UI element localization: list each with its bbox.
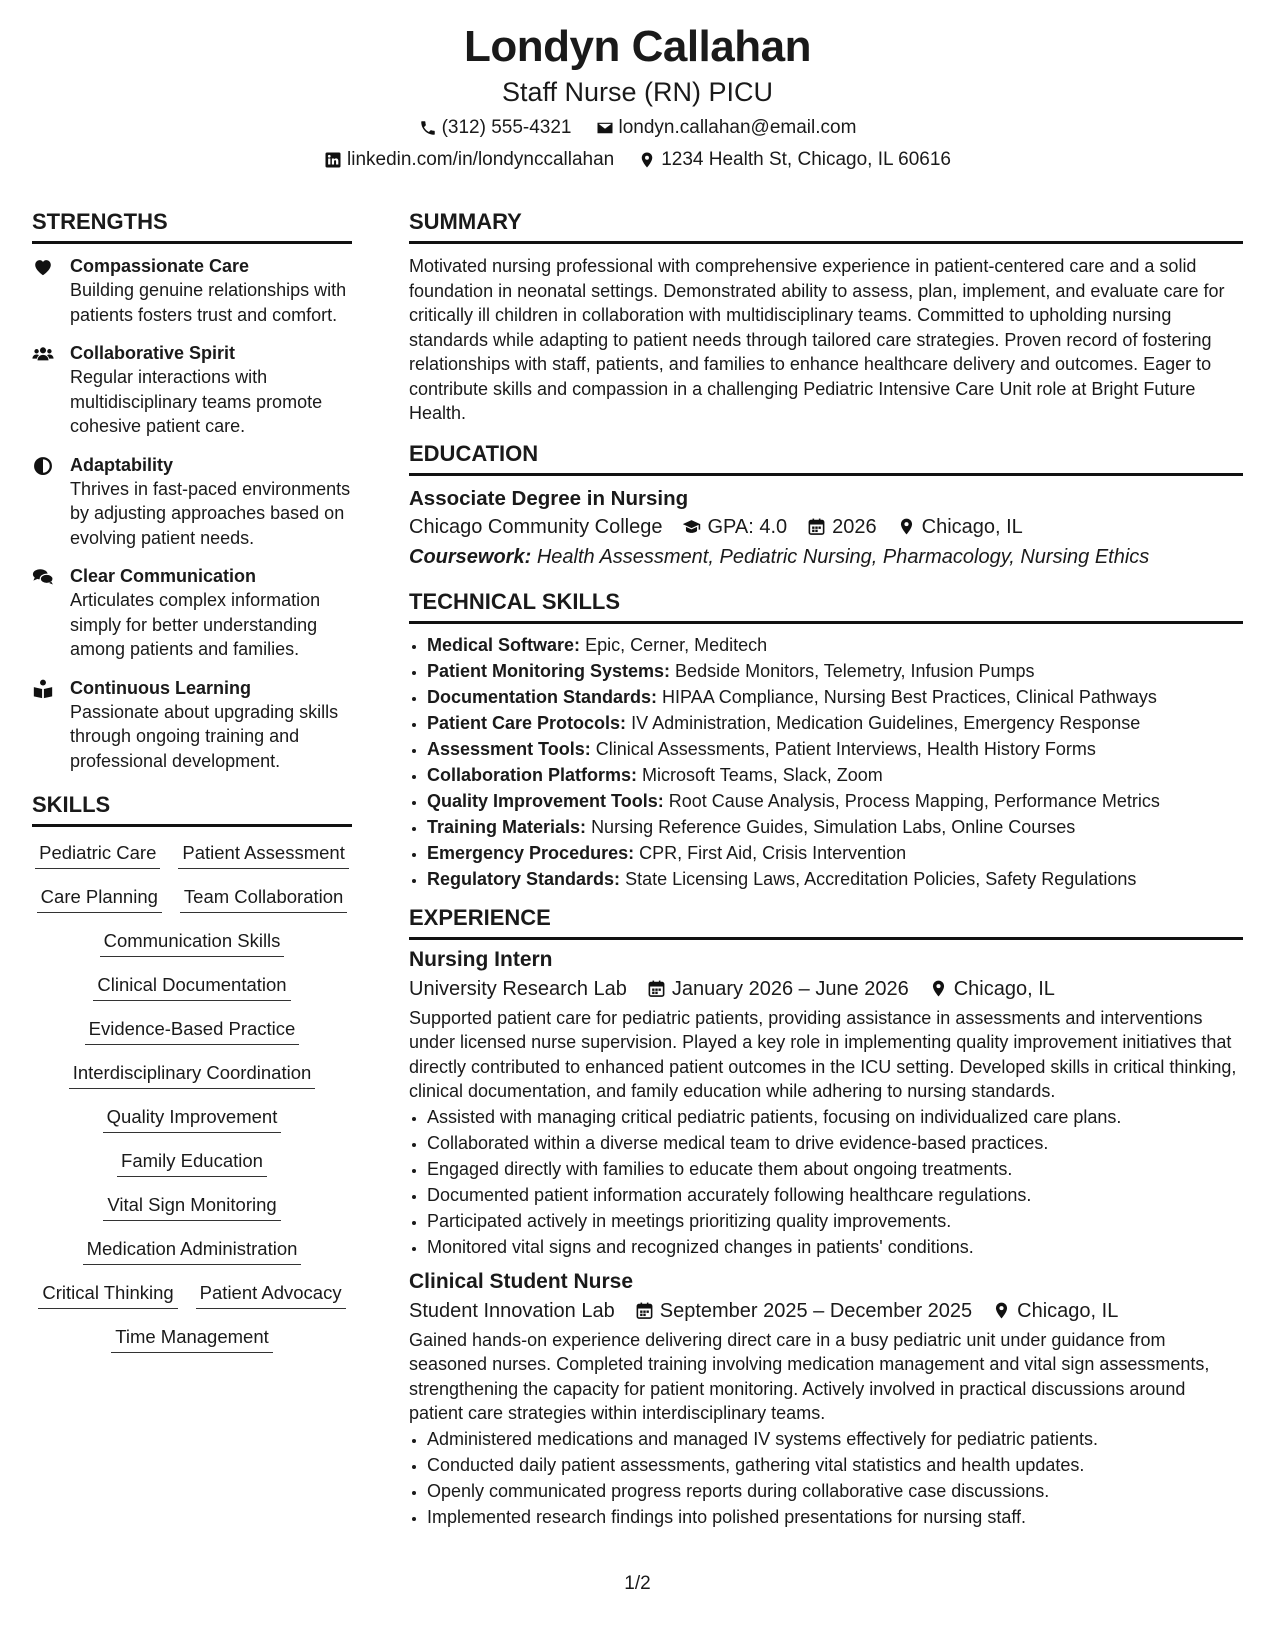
strength-description: Articulates complex information simply for better understanding among patients and families. (70, 590, 321, 659)
tech-skill-label: Regulatory Standards: (427, 868, 621, 889)
calendar-icon (635, 1301, 654, 1320)
list-item: • Documented patient information accurately following healthcare regulations. (427, 1182, 1243, 1208)
skill-tag: Pediatric Care (35, 841, 160, 869)
position-location: Chicago, IL (953, 977, 1055, 1000)
right-column (409, 208, 1243, 1530)
list-item (427, 632, 1243, 658)
comments-icon (32, 566, 54, 588)
strength-title: Clear Communication (70, 566, 257, 586)
strength-item (32, 676, 352, 774)
strength-description: Passionate about upgrading skills through ongoing training and professional development. (70, 701, 339, 771)
list-item: • Implemented research findings into polished presentations for nursing staff. (427, 1504, 1243, 1530)
book-reader-icon (32, 678, 54, 700)
tech-skill-label: Collaboration Platforms: (427, 764, 638, 785)
strength-description: Building genuine relationships with patients fosters trust and comfort. (70, 280, 347, 325)
coursework-line (409, 542, 1243, 572)
coursework-label: Coursework: (409, 545, 532, 568)
page-indicator: 1/2 (624, 1573, 651, 1594)
job-title: Staff Nurse (RN) PICU (501, 77, 774, 107)
list-item (427, 866, 1243, 892)
experience-heading: EXPERIENCE (409, 904, 1243, 940)
strength-title: Continuous Learning (70, 677, 251, 698)
list-item: • Administered medications and managed IV systems effectively for pediatric patients. (427, 1426, 1243, 1452)
position-description: Gained hands-on experience delivering direct care in a busy pediatric unit under guidance from seasoned nurses. Completed training involving medication management and vital sign assessments, strengthening the capacity for patient monitoring. Actively involved in practical discussions around patient care strategies within interdisciplinary teams. (409, 1329, 1210, 1423)
tech-skill-label: Quality Improvement Tools: (427, 790, 664, 811)
position-location: Chicago, IL (1017, 1299, 1119, 1322)
email-address[interactable]: londyn.callahan@email.com (618, 117, 857, 138)
organization-item (409, 974, 627, 1004)
skills-heading: SKILLS (32, 791, 352, 827)
position-title: Nursing Intern (409, 947, 553, 971)
experience-entry (409, 1268, 1243, 1530)
technical-skills-heading: TECHNICAL SKILLS (409, 588, 1243, 624)
list-item (427, 840, 1243, 866)
list-item: • Monitored vital signs and recognized changes in patients' conditions. (427, 1234, 1243, 1260)
skill-tag: Team Collaboration (180, 885, 347, 913)
tech-skill-value: Root Cause Analysis, Process Mapping, Performance Metrics (668, 790, 1160, 811)
position-description: Supported patient care for pediatric patients, providing assistance in assessments and interventions under licensed nurse supervision. Played a key role in implementing quality improvement initiatives that directly contributed to enhanced patient outcomes in the ICU setting. Developed skills in critical thinking, clinical documentation, and family education while adhering to nursing standards. (409, 1007, 1237, 1101)
skill-tag: Vital Sign Monitoring (103, 1193, 280, 1221)
list-item (427, 762, 1243, 788)
left-column (32, 208, 352, 1369)
strength-title: Compassionate Care (70, 256, 250, 276)
calendar-icon (807, 517, 826, 536)
phone-number[interactable]: (312) 555-4321 (441, 117, 572, 138)
education-heading: EDUCATION (409, 440, 1243, 476)
position-meta (409, 974, 1243, 1004)
list-item (427, 658, 1243, 684)
candidate-name: Londyn Callahan (464, 22, 811, 71)
employment-dates: September 2025 – December 2025 (659, 1299, 973, 1322)
list-item (427, 710, 1243, 736)
position-title: Clinical Student Nurse (409, 1269, 634, 1293)
list-item (427, 684, 1243, 710)
experience-entry (409, 946, 1243, 1260)
school-name: Chicago Community College (409, 515, 663, 538)
map-pin-icon (638, 151, 656, 169)
tech-skill-value: Nursing Reference Guides, Simulation Labs, Online Courses (591, 816, 1076, 837)
summary-text: Motivated nursing professional with comprehensive experience in patient-centered care and a solid foundation in neonatal settings. Demonstrated ability to assess, plan, implement, and evaluate care for critically ill children in collaboration with multidisciplinary teams. Committed to upholding nursing standards while adapting to patient needs through tailored care strategies. Proven record of fostering relationships with staff, patients, and families to enhance healthcare delivery and outcomes. Eager to contribute skills and compassion in a challenging Pediatric Intensive Care Unit role at Bright Future Health. (409, 256, 1225, 423)
dates-item (647, 974, 909, 1004)
skill-tag: Quality Improvement (103, 1105, 282, 1133)
tech-skill-value: Epic, Cerner, Meditech (585, 634, 768, 655)
location-item (992, 1296, 1118, 1326)
school-item (409, 512, 662, 542)
tech-skill-label: Patient Monitoring Systems: (427, 660, 671, 681)
tech-skill-value: Clinical Assessments, Patient Interviews, Health History Forms (595, 738, 1096, 759)
skill-tag: Evidence-Based Practice (85, 1017, 300, 1045)
tech-skill-value: Microsoft Teams, Slack, Zoom (642, 764, 883, 785)
linkedin-url[interactable]: linkedin.com/in/londynccallahan (347, 149, 615, 170)
tech-skill-label: Documentation Standards: (427, 686, 658, 707)
strength-title: Adaptability (70, 454, 174, 475)
map-pin-icon (929, 979, 948, 998)
skill-tag: Patient Advocacy (196, 1281, 346, 1309)
strength-description: Thrives in fast-paced environments by adjusting approaches based on evolving patient needs. (70, 478, 351, 548)
skill-tag: Time Management (111, 1325, 273, 1353)
tech-skill-label: Emergency Procedures: (427, 842, 635, 863)
list-item: • Collaborated within a diverse medical team to drive evidence-based practices. (427, 1130, 1243, 1156)
email-contact (596, 117, 857, 139)
coursework-list: Health Assessment, Pediatric Nursing, Pharmacology, Nursing Ethics (536, 545, 1150, 568)
strength-description: Regular interactions with multidisciplinary teams promote cohesive patient care. (70, 367, 323, 436)
skill-tag: Patient Assessment (178, 841, 348, 869)
skills-list (32, 841, 352, 1369)
list-item (427, 736, 1243, 762)
strengths-heading: STRENGTHS (32, 208, 352, 244)
organization-name: Student Innovation Lab (409, 1299, 615, 1322)
list-item: • Conducted daily patient assessments, gathering vital statistics and health updates. (427, 1452, 1243, 1478)
list-item: • Openly communicated progress reports during collaborative case discussions. (427, 1478, 1243, 1504)
tech-skill-value: CPR, First Aid, Crisis Intervention (639, 842, 907, 863)
calendar-icon (647, 979, 666, 998)
technical-skills-list (409, 632, 1243, 892)
tech-skill-value: Bedside Monitors, Telemetry, Infusion Pumps (675, 660, 1035, 681)
strength-item (32, 453, 352, 551)
education-meta (409, 512, 1243, 542)
tech-skill-value: IV Administration, Medication Guidelines, Emergency Response (631, 712, 1141, 733)
graduation-year: 2026 (832, 515, 877, 538)
gpa-item (682, 512, 787, 542)
strength-item (32, 254, 352, 327)
skill-tag: Care Planning (37, 885, 162, 913)
tech-skill-label: Training Materials: (427, 816, 587, 837)
dates-item (635, 1296, 972, 1326)
strength-item (32, 564, 352, 662)
envelope-icon (596, 119, 614, 137)
graduation-cap-icon (682, 517, 701, 536)
school-location: Chicago, IL (921, 515, 1023, 538)
contact-row-2 (0, 149, 1275, 171)
organization-item (409, 1296, 615, 1326)
location-item (897, 512, 1023, 542)
list-item: • Participated actively in meetings prioritizing quality improvements. (427, 1208, 1243, 1234)
employment-dates: January 2026 – June 2026 (671, 977, 909, 1000)
skill-tag: Medication Administration (83, 1237, 302, 1265)
phone-icon (419, 119, 437, 137)
degree-title: Associate Degree in Nursing (409, 486, 689, 510)
street-address: 1234 Health St, Chicago, IL 60616 (661, 149, 951, 170)
skill-tag: Clinical Documentation (93, 973, 290, 1001)
skill-tag: Interdisciplinary Coordination (69, 1061, 316, 1089)
list-item (427, 788, 1243, 814)
skill-tag: Family Education (117, 1149, 267, 1177)
location-item (929, 974, 1055, 1004)
gpa-value: GPA: 4.0 (707, 515, 788, 538)
tech-skill-label: Medical Software: (427, 634, 581, 655)
year-item (807, 512, 877, 542)
skill-tag: Communication Skills (100, 929, 285, 957)
tech-skill-label: Assessment Tools: (427, 738, 591, 759)
skill-tag: Critical Thinking (38, 1281, 177, 1309)
map-pin-icon (992, 1301, 1011, 1320)
tech-skill-label: Patient Care Protocols: (427, 712, 627, 733)
phone-contact (419, 117, 572, 139)
list-item: • Assisted with managing critical pediatric patients, focusing on individualized care plans. (427, 1104, 1243, 1130)
tech-skill-value: State Licensing Laws, Accreditation Policies, Safety Regulations (625, 868, 1137, 889)
contact-row (0, 117, 1275, 139)
tech-skill-value: HIPAA Compliance, Nursing Best Practices, Clinical Pathways (662, 686, 1157, 707)
responsibility-list (409, 1104, 1243, 1260)
list-item (427, 814, 1243, 840)
responsibility-list (409, 1426, 1243, 1530)
map-pin-icon (897, 517, 916, 536)
position-meta (409, 1296, 1243, 1326)
strength-item (32, 341, 352, 439)
resume-header (0, 18, 1275, 171)
linkedin-icon (324, 151, 342, 169)
linkedin-contact (324, 149, 614, 171)
address-contact (638, 149, 951, 171)
half-circle-icon (32, 455, 54, 477)
strength-title: Collaborative Spirit (70, 343, 236, 363)
organization-name: University Research Lab (409, 977, 627, 1000)
users-icon (32, 343, 54, 365)
heart-icon (32, 256, 54, 278)
list-item: • Engaged directly with families to educate them about ongoing treatments. (427, 1156, 1243, 1182)
summary-heading: SUMMARY (409, 208, 1243, 244)
